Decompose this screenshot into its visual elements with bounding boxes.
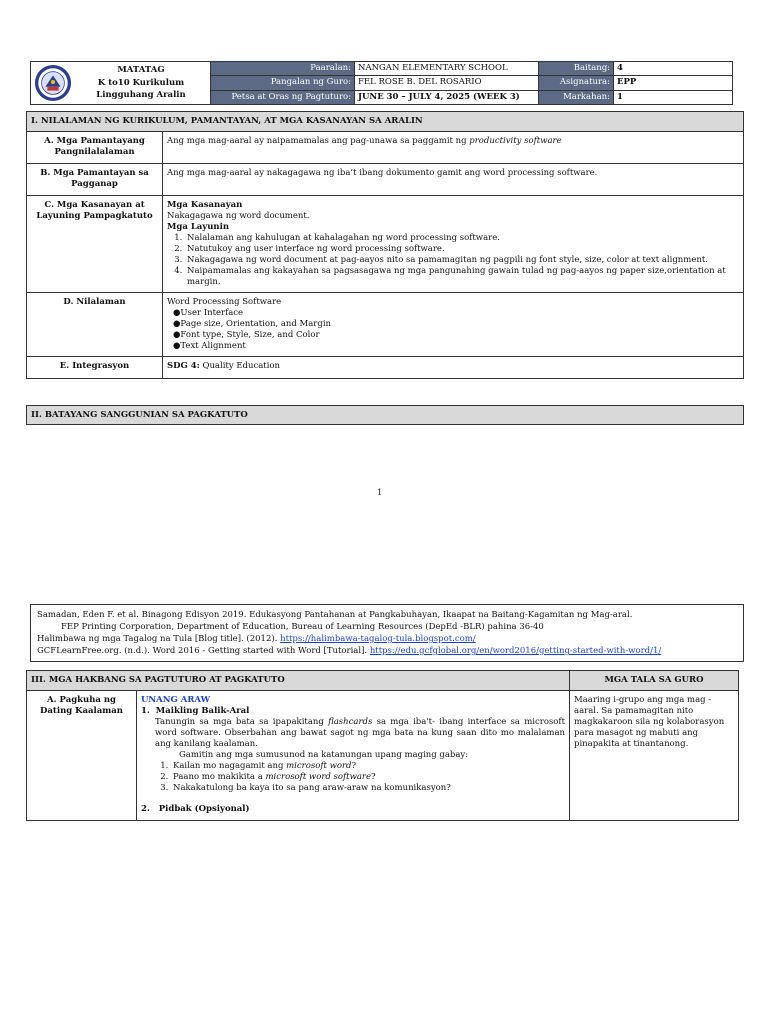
row-a-text: Ang mga mag-aaral ay naipamamalas ang pag-unawa sa paggamit ng: [167, 136, 470, 146]
page-number: 1: [377, 488, 383, 498]
deped-seal-icon: [34, 64, 72, 102]
item2-heading: 2. Pidbak (Opsiyonal): [141, 804, 250, 814]
asignatura-label: Asignatura:: [539, 76, 614, 90]
row-d-content: [163, 293, 744, 357]
nilalaman-heading: Word Processing Software: [167, 297, 282, 307]
kasanayan-heading: Mga Kasanayan: [167, 200, 243, 210]
petsa-value: JUNE 30 – JULY 4, 2025 (WEEK 3): [355, 90, 539, 104]
q2-em: microsoft word software: [265, 772, 372, 782]
row-e-label: E. Integrasyon: [27, 357, 163, 379]
item1-heading-text: Maikling Balik-Aral: [155, 706, 250, 716]
row-a3-label: A. Pagkuha ng Dating Kaalaman: [27, 691, 137, 821]
petsa-label: Petsa at Oras ng Pagtuturo:: [211, 90, 355, 104]
baitang-label: Baitang:: [539, 62, 614, 76]
references-box: [30, 604, 744, 662]
lingguhan-label: Lingguhang Aralin: [96, 90, 186, 101]
q2-post: ?: [371, 772, 376, 782]
item1-text: [141, 717, 565, 750]
reference-link[interactable]: https://edu.gcfglobal.org/en/word2016/getting-started-with-word/1/: [369, 646, 662, 656]
header-titles: [72, 64, 210, 102]
list-item: ●Page size, Orientation, and Margin: [173, 319, 332, 329]
item1-text-post: sa mga iba't- ibang interface sa microsoft word software. Obserbahan ang bawat sagot ng mga bata na kung saan dito mo malalaman ang kanilang kaalaman.: [155, 717, 565, 749]
q1-post: ?: [351, 761, 357, 771]
row-a-label: A. Mga Pamantayang Pangnilalalaman: [27, 132, 163, 164]
asignatura-value: EPP: [614, 76, 733, 90]
markahan-value: 1: [614, 90, 733, 104]
row-d-label: D. Nilalaman: [27, 293, 163, 357]
layunin-list: [167, 233, 739, 288]
q2-text: Paano mo makikita a: [173, 772, 266, 782]
row-c-content: [163, 196, 744, 293]
reference-line: FEP Printing Corporation, Department of Education, Bureau of Learning Resources (DepEd -BLR) pahina 36-40: [61, 622, 544, 632]
layunin-heading: Mga Layunin: [167, 222, 230, 232]
item1-text-pre: Tanungin sa mga bata sa ipapakitang: [155, 717, 329, 727]
reference-line: [37, 633, 737, 645]
reference-text: Halimbawa ng mga Tagalog na Tula [Blog title]. (2012).: [37, 634, 281, 644]
guro-label: Pangalan ng Guro:: [211, 76, 355, 90]
row-a-emphasis: productivity software: [469, 136, 562, 146]
item1-text-em: flashcards: [328, 717, 373, 727]
item1-heading: 1. Maikling Balik-Aral: [141, 706, 250, 716]
row-b-label: B. Mga Pamantayan sa Pagganap: [27, 164, 163, 196]
guro-value: FEL ROSE B. DEL ROSARIO: [355, 76, 539, 90]
list-item: ●Text Alignment: [173, 341, 246, 351]
header-table: [30, 61, 733, 105]
reference-text: GCFLearnFree.org. (n.d.). Word 2016 - Getting started with Word [Tutorial].: [37, 646, 370, 656]
section1-title: I. NILALAMAN NG KURIKULUM, PAMANTAYAN, AT MGA KASANAYAN SA ARALIN: [27, 112, 744, 132]
question-list: [141, 761, 565, 794]
list-item: [171, 761, 565, 772]
unang-araw-heading: UNANG ARAW: [141, 695, 211, 705]
section2-table: [26, 405, 744, 425]
list-item: ●Font type, Style, Size, and Color: [173, 330, 320, 340]
paaralan-value: NANGAN ELEMENTARY SCHOOL: [355, 62, 539, 76]
list-item: 1. Nalalaman ang kahulugan at kahalagahan ng word processing software.: [185, 233, 739, 244]
row-b-text: Ang mga mag-aaral ay nakagagawa ng iba’t ibang dokumento gamit ang word processing software.: [163, 164, 744, 196]
section2-title: II. BATAYANG SANGGUNIAN SA PAGKATUTO: [27, 406, 744, 425]
header-logo-cell: [31, 62, 211, 105]
paaralan-label: Paaralan:: [211, 62, 355, 76]
list-item: 4. Naipamamalas ang kakayahan sa pagsasagawa ng mga pangunahing gawain tulad ng pag-aayos ng paper size,orientation at margin.: [185, 266, 739, 288]
item2-heading-text: Pidbak (Opsiyonal): [158, 804, 250, 814]
list-item: 3. Nakakatulong ba kaya ito sa pang araw-araw na komunikasyon?: [171, 783, 565, 794]
matatag-label: MATATAG: [117, 65, 165, 76]
markahan-label: Markahan:: [539, 90, 614, 104]
reference-line: Samadan, Eden F. et al. Binagong Edisyon 2019. Edukasyong Pantahanan at Pangkabuhayan, Ikaapat na Baitang-Kagamitan ng Mag-aral.: [37, 610, 633, 620]
section1-table: [26, 111, 744, 379]
row-c-label: C. Mga Kasanayan at Layuning Pampagkatuto: [27, 196, 163, 293]
q1-em: microsoft word: [286, 761, 352, 771]
sdg-text: Quality Education: [199, 361, 281, 371]
q1-text: Kailan mo nagagamit ang: [173, 761, 287, 771]
section3-title: III. MGA HAKBANG SA PAGTUTURO AT PAGKATUTO: [27, 671, 570, 691]
kurikulum-label: K to10 Kurikulum: [97, 77, 185, 88]
tala-content: Maaring i-grupo ang mga mag - aaral. Sa pamamagitan nito magkakaroon sila ng kolaborasyon para masagot ng mabuti ang pinapakita at tinantanong.: [570, 691, 739, 821]
reference-line: [37, 645, 737, 657]
row-a-content: [163, 132, 744, 164]
item1-guide: Gamitin ang mga sumusunod na katanungan upang maging gabay:: [179, 750, 469, 760]
list-item: 3. Nakagagawa ng word document at pag-aayos nito sa pamamagitan ng pagpili ng font style, size, color at text alignment.: [185, 255, 739, 266]
sdg-label: SDG 4:: [167, 361, 200, 371]
list-item: 2. Natutukoy ang user interface ng word processing software.: [185, 244, 739, 255]
tala-title: MGA TALA SA GURO: [570, 671, 739, 691]
list-item: ●User Interface: [173, 308, 244, 318]
list-item: [171, 772, 565, 783]
row-a3-content: [137, 691, 570, 821]
row-e-content: [163, 357, 744, 379]
kasanayan-text: Nakagagawa ng word document.: [167, 211, 310, 221]
section3-table: [26, 670, 739, 821]
reference-link[interactable]: https://halimbawa-tagalog-tula.blogspot.com/: [280, 634, 476, 644]
baitang-value: 4: [614, 62, 733, 76]
